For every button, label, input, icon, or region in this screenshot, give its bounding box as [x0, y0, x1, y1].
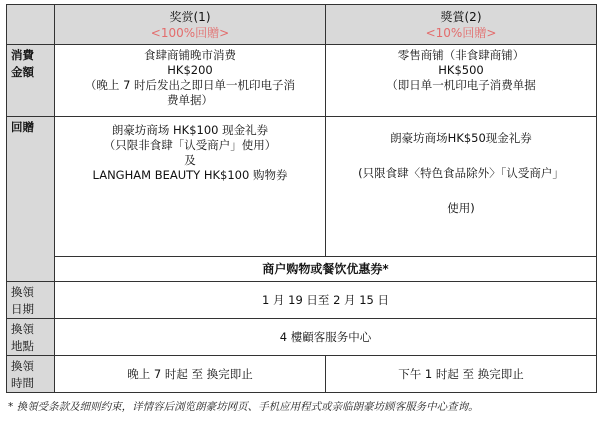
reward-table	[6, 4, 597, 393]
reward-row	[7, 117, 597, 257]
place-label	[7, 319, 55, 356]
spend-label-line1: 消費	[11, 48, 34, 62]
time-value-2: 下午 1 时起 至 换完即止	[326, 356, 597, 393]
reward-2-percent: <10%回贈>	[425, 25, 497, 40]
reward-1-voucher	[55, 117, 326, 257]
spend-label	[7, 45, 55, 117]
reward-2-voucher	[326, 117, 597, 257]
spend-1-amount: HK$200	[167, 63, 213, 77]
reward-1-percent: <100%回贈>	[150, 25, 230, 40]
spend-1-line1: 食肆商铺晚市消费	[144, 48, 236, 62]
spend-reward-1	[55, 45, 326, 117]
date-label	[7, 282, 55, 319]
reward-label	[7, 117, 55, 282]
reward-2-title: 獎賞(2)	[440, 9, 482, 24]
reward-2-line3: 使用)	[447, 201, 475, 215]
time-label	[7, 356, 55, 393]
reward-1-line2: （只限非食肆「认受商户」使用）	[103, 138, 277, 152]
reward-subheader-row	[7, 257, 597, 282]
place-row	[7, 319, 597, 356]
reward-2-header	[326, 5, 597, 45]
reward-subheader: 商户购物或餐饮优惠券*	[55, 257, 597, 282]
reward-1-header	[55, 5, 326, 45]
date-row	[7, 282, 597, 319]
spend-2-note: （即日单一机印电子消费单据	[386, 78, 536, 92]
place-label-line1: 換領	[11, 322, 34, 336]
reward-2-line2: (只限食肆〈特色食品除外〉「认受商户」	[358, 166, 564, 180]
reward-2-line1: 朗豪坊商场HK$50现金礼券	[390, 131, 532, 145]
reward-1-and: 及	[184, 153, 196, 167]
time-row	[7, 356, 597, 393]
spend-2-line1: 零售商铺（非食肆商铺）	[397, 48, 525, 62]
corner-cell	[7, 5, 55, 45]
spend-label-line2: 金額	[11, 65, 34, 79]
place-value: 4 樓顧客服务中心	[55, 319, 597, 356]
time-label-line2: 時間	[11, 376, 34, 390]
date-label-line2: 日期	[11, 302, 34, 316]
spend-row	[7, 45, 597, 117]
reward-1-line4: LANGHAM BEAUTY HK$100 购物券	[92, 168, 288, 182]
reward-1-title: 奖赏(1)	[169, 9, 211, 24]
spend-1-note-cont: 费单据）	[167, 93, 213, 107]
time-label-line1: 換領	[11, 359, 34, 373]
spend-reward-2	[326, 45, 597, 117]
time-value-1: 晚上 7 时起 至 換完即止	[55, 356, 326, 393]
terms-footnote: * 換領受条款及细则约束，详情容后浏览朗豪坊网页、手机应用程式或亲临朗豪坊顾客服务中心查询。	[8, 401, 479, 413]
date-label-line1: 換領	[11, 285, 34, 299]
spend-1-note: （晚上 7 时后发出之即日单一机印电子消	[84, 78, 296, 92]
date-value: 1 月 19 日至 2 月 15 日	[55, 282, 597, 319]
place-label-line2: 地點	[11, 339, 34, 353]
spend-2-amount: HK$500	[438, 63, 484, 77]
reward-label-text: 回贈	[11, 120, 34, 134]
reward-1-line1: 朗豪坊商场 HK$100 现金礼券	[111, 123, 269, 137]
header-row	[7, 5, 597, 45]
